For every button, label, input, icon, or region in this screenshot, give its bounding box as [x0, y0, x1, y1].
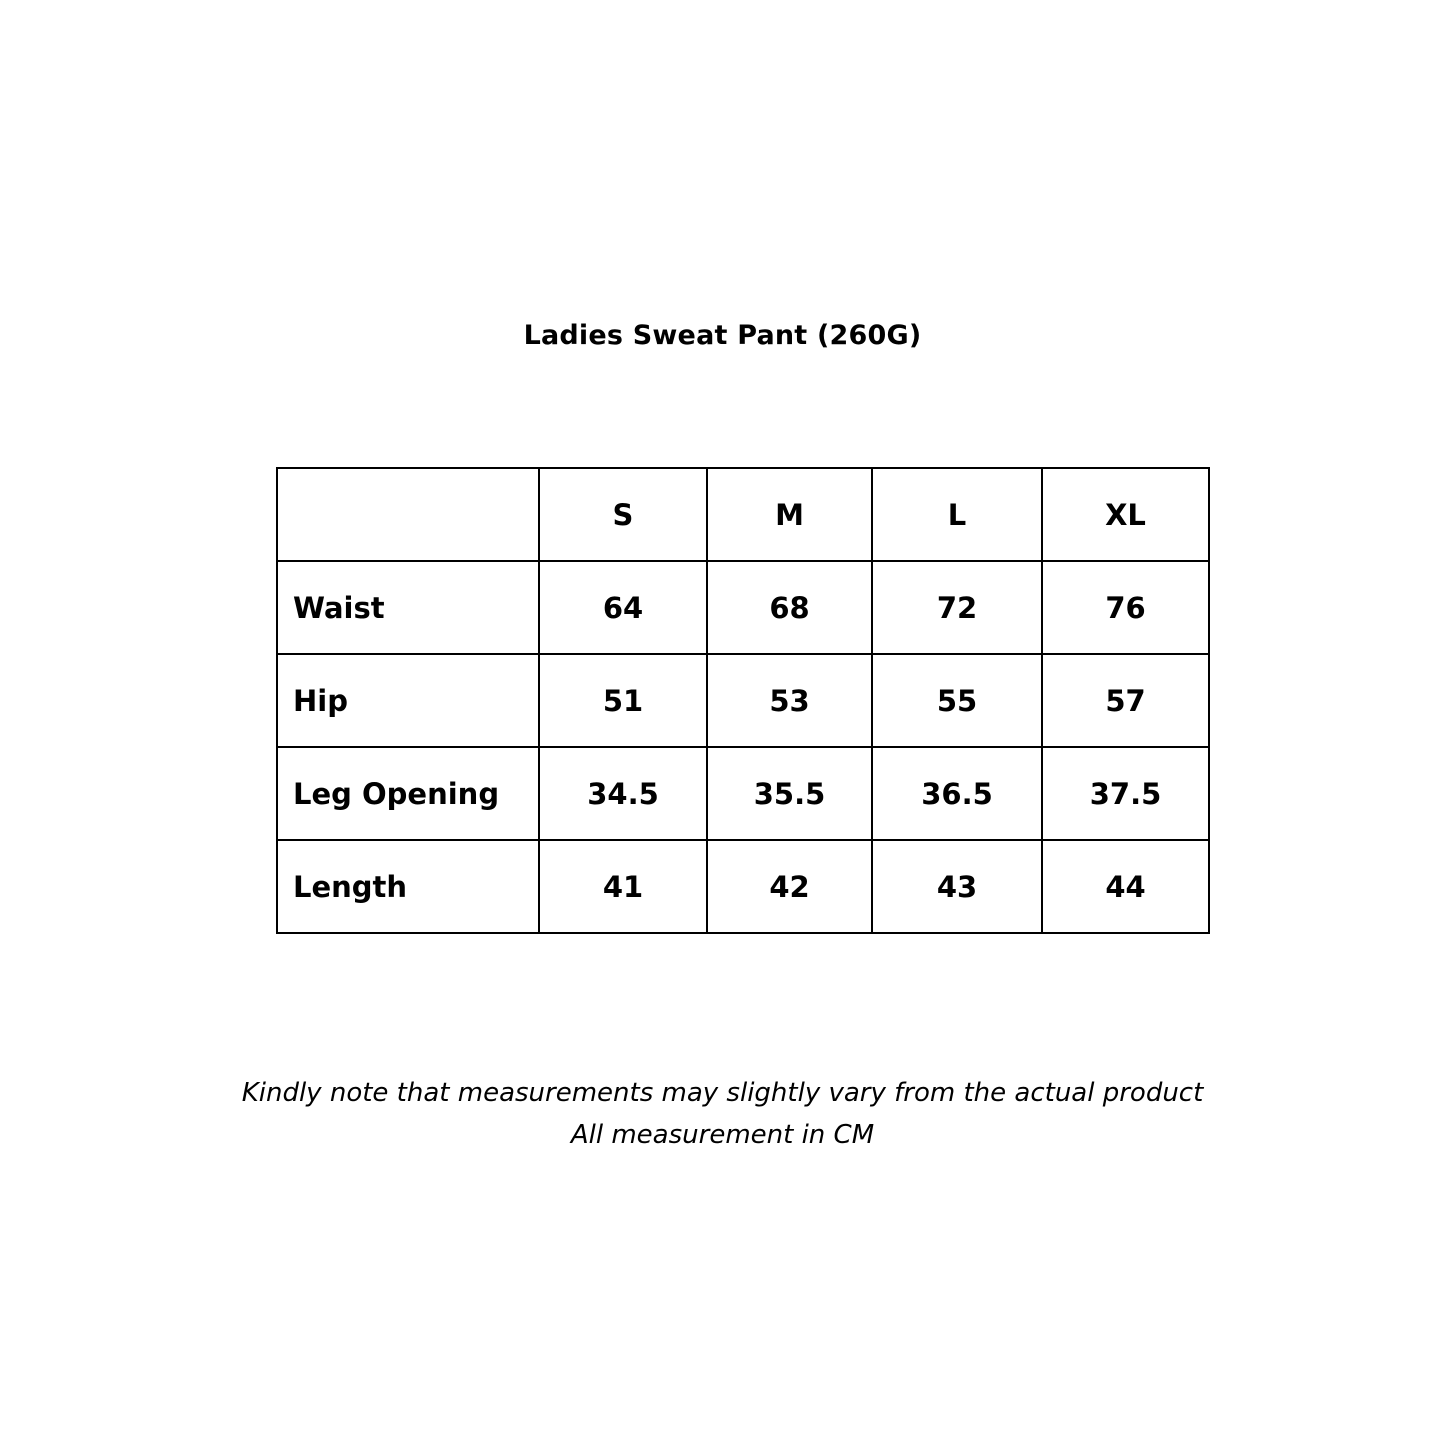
table-header-row — [277, 468, 1209, 561]
disclaimer-note: Kindly note that measurements may slightly vary from the actual product — [241, 1078, 1204, 1108]
table-cell: 37.5 — [1042, 747, 1209, 840]
table-row-length — [277, 840, 1209, 933]
header-corner-cell — [277, 468, 539, 561]
table-row-hip — [277, 654, 1209, 747]
table-row-waist — [277, 561, 1209, 654]
table-cell: 72 — [872, 561, 1042, 654]
table-cell: 53 — [707, 654, 872, 747]
table-cell: 34.5 — [539, 747, 707, 840]
table-cell: 41 — [539, 840, 707, 933]
row-label: Length — [277, 840, 539, 933]
table-row-leg-opening — [277, 747, 1209, 840]
table-cell: 35.5 — [707, 747, 872, 840]
row-label: Waist — [277, 561, 539, 654]
table-cell: 44 — [1042, 840, 1209, 933]
table-cell: 42 — [707, 840, 872, 933]
measurement-notes — [0, 1072, 1445, 1156]
table-cell: 55 — [872, 654, 1042, 747]
size-chart-table — [276, 467, 1210, 934]
table-cell: 64 — [539, 561, 707, 654]
table-cell: 43 — [872, 840, 1042, 933]
unit-note: All measurement in CM — [570, 1120, 875, 1150]
header-size-l: L — [872, 468, 1042, 561]
table-cell: 36.5 — [872, 747, 1042, 840]
page-title: Ladies Sweat Pant (260G) — [523, 320, 922, 351]
table-cell: 57 — [1042, 654, 1209, 747]
table-cell: 68 — [707, 561, 872, 654]
header-size-xl: XL — [1042, 468, 1209, 561]
table-cell: 76 — [1042, 561, 1209, 654]
table-cell: 51 — [539, 654, 707, 747]
row-label: Leg Opening — [277, 747, 539, 840]
header-size-s: S — [539, 468, 707, 561]
row-label: Hip — [277, 654, 539, 747]
header-size-m: M — [707, 468, 872, 561]
